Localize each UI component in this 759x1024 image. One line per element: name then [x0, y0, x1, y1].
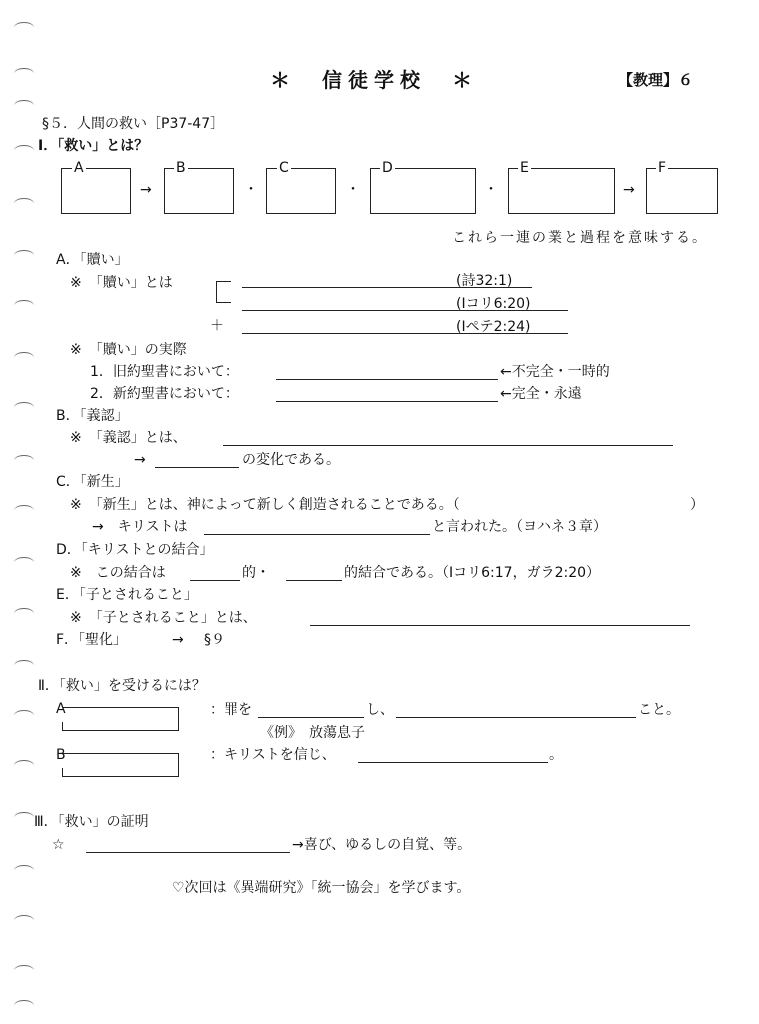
- item-d-mid1: 的・: [242, 565, 270, 581]
- blank-line: [86, 852, 290, 853]
- blank-line: [258, 717, 364, 718]
- arrow-icon: →: [134, 452, 146, 468]
- ref-1pet: (Ⅰペテ2:24): [456, 319, 531, 335]
- bracket: [216, 281, 231, 303]
- dot-separator: ・: [346, 182, 360, 198]
- blank-line: [204, 534, 430, 535]
- item-e-label: E．「子とされること」: [56, 587, 198, 603]
- page-title: ＊ 信徒学校 ＊: [270, 68, 478, 92]
- item-b-change: の変化である。: [242, 452, 340, 468]
- blank-line: [358, 762, 548, 763]
- item-c-label: C．「新生」: [56, 474, 129, 490]
- step-label-b: B: [176, 160, 186, 176]
- plus-sign: ＋: [210, 318, 224, 334]
- blank-line: [155, 467, 239, 468]
- ref-1cor: (Ⅰコリ6:20): [456, 296, 531, 312]
- part3-heading: Ⅲ．「救い」の証明: [34, 814, 149, 830]
- step-label-f: F: [658, 160, 667, 176]
- part2-a-text3: こと。: [638, 702, 680, 718]
- ref-psalm: (詩32:1): [456, 273, 513, 289]
- blank-line: [190, 580, 240, 581]
- blank-line: [276, 401, 498, 402]
- star-icon: ☆: [52, 837, 65, 853]
- item-b-label: B．「義認」: [56, 408, 129, 424]
- arrow-icon: →: [623, 182, 635, 198]
- part2-heading: Ⅱ．「救い」を受けるには？: [38, 678, 206, 694]
- part2-a-text2: し、: [366, 702, 394, 718]
- part3-result: →喜び、ゆるしの自覚、等。: [292, 837, 472, 853]
- ot-item: 1．旧約聖書において：: [90, 364, 239, 380]
- example-text: 《例》 放蕩息子: [260, 725, 365, 741]
- step-label-d: D: [382, 160, 393, 176]
- blank-line: [396, 717, 636, 718]
- step-label-c: C: [279, 160, 289, 176]
- blank-line: [310, 625, 690, 626]
- section-heading: §５．人間の救い［P37-47］: [42, 116, 225, 132]
- item-a-label: A．「贖い」: [56, 252, 129, 268]
- answer-box-b: [62, 753, 179, 777]
- part2-b-letter: B: [56, 747, 66, 763]
- item-a-reality: ※ 「贖い」の実際: [70, 342, 187, 358]
- part2-b-end: 。: [549, 747, 563, 763]
- part2-a-text1: ：罪を: [210, 702, 252, 718]
- item-d-prefix: ※ この結合は: [70, 565, 166, 581]
- item-c-said: と言われた。（ヨハネ３章）: [432, 519, 607, 535]
- blank-line: [286, 580, 342, 581]
- item-f-label: F．「聖化」: [56, 632, 128, 648]
- part2-b-text: ：キリストを信じ、: [210, 747, 336, 763]
- nt-note: ←完全・永遠: [500, 386, 582, 402]
- part2-a-letter: A: [56, 701, 66, 717]
- dot-separator: ・: [484, 182, 498, 198]
- blank-line: [223, 445, 673, 446]
- nt-item: 2．新約聖書において：: [90, 386, 239, 402]
- item-f-ref: §９: [204, 632, 225, 648]
- item-e-definition-label: ※ 「子とされること」とは、: [70, 610, 257, 626]
- step-label-a: A: [74, 160, 84, 176]
- steps-note: これら一連の業と過程を意味する。: [452, 230, 708, 246]
- item-c-christ: → キリストは: [92, 519, 188, 535]
- step-label-e: E: [520, 160, 529, 176]
- next-lesson-note: ♡次回は《異端研究》「統一協会」を学びます。: [172, 880, 471, 896]
- part1-heading: Ⅰ．「救い」とは？: [38, 138, 149, 154]
- item-d-mid2: 的結合である。（Ⅰコリ6:17，ガラ2:20）: [344, 565, 601, 581]
- close-paren: ）: [690, 497, 704, 513]
- blank-line: [276, 379, 498, 380]
- arrow-icon: →: [140, 182, 152, 198]
- course-tag: 【教理】６: [618, 71, 694, 89]
- ot-note: ←不完全・一時的: [500, 364, 610, 380]
- item-a-definition-label: ※ 「贖い」とは: [70, 275, 173, 291]
- arrow-icon: →: [172, 632, 184, 648]
- item-c-definition: ※ 「新生」とは、神によって新しく創造されることである。（: [70, 497, 460, 513]
- item-d-label: D．「キリストとの結合」: [56, 542, 214, 558]
- answer-box-a: [62, 707, 179, 731]
- dot-separator: ・: [244, 182, 258, 198]
- item-b-definition-label: ※ 「義認」とは、: [70, 430, 187, 446]
